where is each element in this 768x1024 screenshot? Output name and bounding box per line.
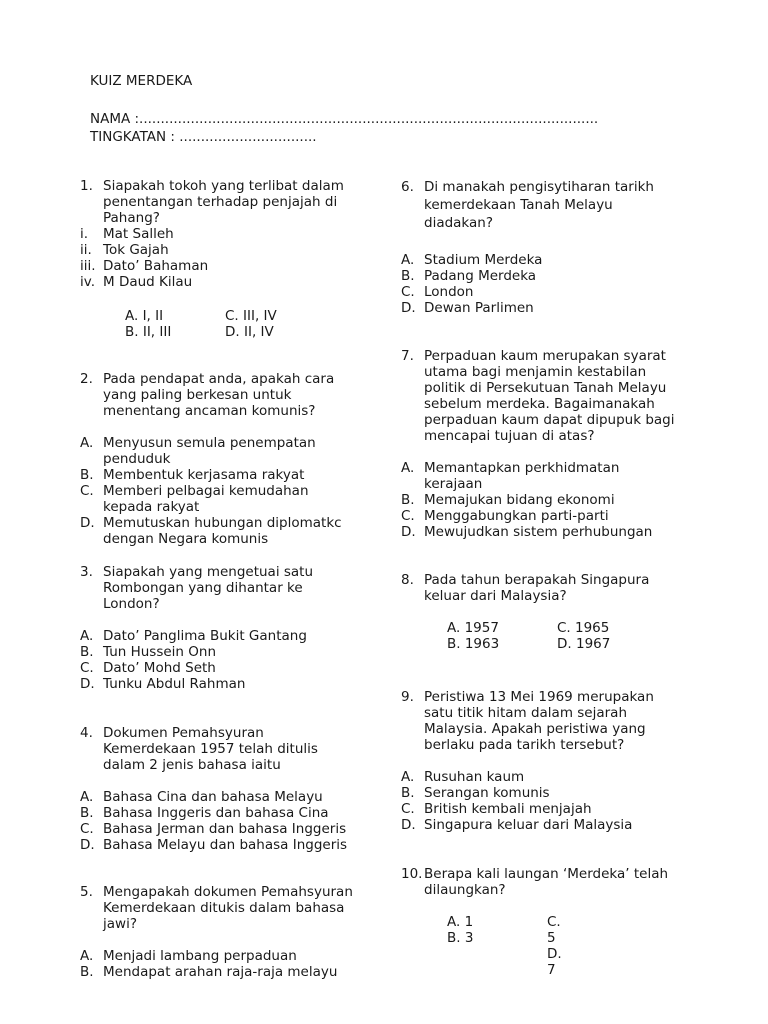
question-3: [80, 564, 313, 692]
question-number: 9.: [401, 689, 414, 705]
answer-option: D. Dewan Parlimen: [401, 300, 534, 316]
answer-option: A. Dato’ Panglima Bukit Gantang: [80, 628, 307, 644]
question-text: Siapakah yang mengetuai satu: [103, 564, 314, 580]
question-text: yang paling berkesan untuk: [103, 387, 292, 403]
option-list-right: [547, 914, 562, 978]
answer-option: B. Tun Hussein Onn: [80, 644, 217, 660]
question-text: utama bagi menjamin kestabilan: [424, 364, 647, 380]
question-text: Dokumen Pemahsyuran: [103, 725, 264, 741]
question-text: penentangan terhadap penjajah di: [103, 194, 338, 210]
answer-option: C. British kembali menjajah: [401, 801, 592, 817]
question-text: Pada pendapat anda, apakah cara: [103, 371, 335, 387]
question-8: [401, 572, 650, 652]
question-text: berlaku pada tarikh tersebut?: [424, 737, 625, 753]
question-2: 2. Pada pendapat anda, apakah cara yang paling berkesan untuk menentang ancaman komunis? A. Menyusun semula penempatan penduduk B. Membentuk kerjasama rakyat C. Memberi pelbagai kemudahan kepada rakyat D. Memutuskan hubungan diplomatkc dengan Negara komunis: [80, 371, 342, 547]
question-text: Peristiwa 13 Mei 1969 merupakan: [424, 689, 654, 705]
quiz-title: KUIZ MERDEKA: [90, 73, 193, 89]
question-1: [80, 178, 344, 340]
question-5: [80, 884, 353, 980]
question-text: Perpaduan kaum merupakan syarat: [424, 348, 666, 364]
question-text: Malaysia. Apakah peristiwa yang: [424, 721, 646, 737]
answer-option: A. Stadium Merdeka: [401, 252, 543, 268]
question-text: mencapai tujuan di atas?: [424, 428, 595, 444]
question-text: sebelum merdeka. Bagaimanakah: [424, 396, 655, 412]
option: D. II, IV: [225, 324, 274, 340]
roman-item: iv. M Daud Kilau: [80, 274, 193, 290]
option: D.: [547, 946, 562, 962]
question-text: Pahang?: [103, 210, 160, 226]
option: C. 1965: [557, 620, 610, 636]
answer-option: B. Memajukan bidang ekonomi: [401, 492, 615, 508]
question-text: Berapa kali laungan ‘Merdeka’ telah: [424, 866, 669, 882]
answer-option: C. Bahasa Jerman dan bahasa Inggeris: [80, 821, 347, 837]
question-text: diadakan?: [424, 215, 494, 231]
question-text: perpaduan kaum dapat dipupuk bagi: [424, 412, 675, 428]
class-field-line: TINGKATAN : ................................: [90, 129, 317, 145]
question-text: kemerdekaan Tanah Melayu: [424, 197, 613, 213]
option: C. III, IV: [225, 308, 277, 324]
question-text: Rombongan yang dihantar ke: [103, 580, 303, 596]
question-number: 10.: [401, 866, 423, 882]
answer-option: A. Menyusun semula penempatan: [80, 435, 316, 451]
option: B. 1963: [447, 636, 500, 652]
answer-option: C. Memberi pelbagai kemudahan: [80, 483, 309, 499]
answer-option: A. Bahasa Cina dan bahasa Melayu: [80, 789, 323, 805]
option: A. I, II: [125, 308, 164, 324]
question-text: satu titik hitam dalam sejarah: [424, 705, 628, 721]
question-text: Di manakah pengisytiharan tarikh: [424, 179, 654, 195]
option: 7: [547, 962, 556, 978]
option-grid: [447, 620, 657, 652]
question-text: London?: [103, 596, 160, 612]
question-number: 7.: [401, 348, 414, 364]
answer-option: B. Padang Merdeka: [401, 268, 537, 284]
question-number: 2.: [80, 371, 93, 387]
name-field-line: NAMA :...........................................................................................................: [90, 111, 599, 127]
question-text: dalam 2 jenis bahasa iaitu: [103, 757, 281, 773]
question-number: 1.: [80, 178, 93, 194]
option: B. II, III: [125, 324, 172, 340]
question-text: Pada tahun berapakah Singapura: [424, 572, 650, 588]
answer-option: A. Rusuhan kaum: [401, 769, 525, 785]
question-number: 3.: [80, 564, 93, 580]
answer-option: D. Memutuskan hubungan diplomatkc: [80, 515, 342, 531]
question-number: 5.: [80, 884, 93, 900]
option-grid: [125, 308, 325, 340]
question-text: Kemerdekaan ditukis dalam bahasa: [103, 900, 345, 916]
question-text: politik di Persekutuan Tanah Melayu: [424, 380, 667, 396]
answer-option: D. Tunku Abdul Rahman: [80, 676, 246, 692]
option: C.: [547, 914, 561, 930]
option: 5: [547, 930, 556, 946]
answer-option: C. Dato’ Mohd Seth: [80, 660, 216, 676]
question-text: Kemerdekaan 1957 telah ditulis: [103, 741, 318, 757]
answer-option: A. Menjadi lambang perpaduan: [80, 948, 297, 964]
answer-option: B. Serangan komunis: [401, 785, 550, 801]
roman-item: iii. Dato’ Bahaman: [80, 258, 209, 274]
question-10: [401, 866, 669, 978]
question-text: keluar dari Malaysia?: [424, 588, 567, 604]
question-text: menentang ancaman komunis?: [103, 403, 316, 419]
answer-option: B. Membentuk kerjasama rakyat: [80, 467, 305, 483]
question-text: Mengapakah dokumen Pemahsyuran: [103, 884, 353, 900]
question-number: 6.: [401, 179, 414, 195]
question-9: [401, 689, 654, 833]
answer-option: C. London: [401, 284, 474, 300]
option-list-left: [447, 914, 473, 946]
answer-option: D. Mewujudkan sistem perhubungan: [401, 524, 653, 540]
question-text: jawi?: [103, 916, 137, 932]
roman-item: i. Mat Salleh: [80, 226, 174, 242]
question-text: Siapakah tokoh yang terlibat dalam: [103, 178, 344, 194]
option: B. 3: [447, 930, 474, 946]
question-7: 7. Perpaduan kaum merupakan syarat utama bagi menjamin kestabilan politik di Persekutuan Tanah Melayu sebelum merdeka. Bagaimanakah perpaduan kaum dapat dipupuk bagi mencapai tujuan di atas? A. Memantapkan perkhidmatan kerajaan B. Memajukan bidang ekonomi C. Menggabungkan parti-parti D. Mewujudkan sistem perhubungan: [401, 348, 675, 540]
answer-option: D. Bahasa Melayu dan bahasa Inggeris: [80, 837, 348, 853]
question-4: [80, 725, 347, 853]
option: D. 1967: [557, 636, 611, 652]
roman-item: ii. Tok Gajah: [80, 242, 169, 258]
option: A. 1957: [447, 620, 499, 636]
question-number: 8.: [401, 572, 414, 588]
question-6: [401, 178, 654, 316]
answer-option: B. Bahasa Inggeris dan bahasa Cina: [80, 805, 329, 821]
question-text: dilaungkan?: [424, 882, 506, 898]
option: A. 1: [447, 914, 474, 930]
question-number: 4.: [80, 725, 93, 741]
answer-option: C. Menggabungkan parti-parti: [401, 508, 609, 524]
answer-option: D. Singapura keluar dari Malaysia: [401, 817, 633, 833]
answer-option: A. Memantapkan perkhidmatan: [401, 460, 620, 476]
answer-option: B. Mendapat arahan raja-raja melayu: [80, 964, 338, 980]
